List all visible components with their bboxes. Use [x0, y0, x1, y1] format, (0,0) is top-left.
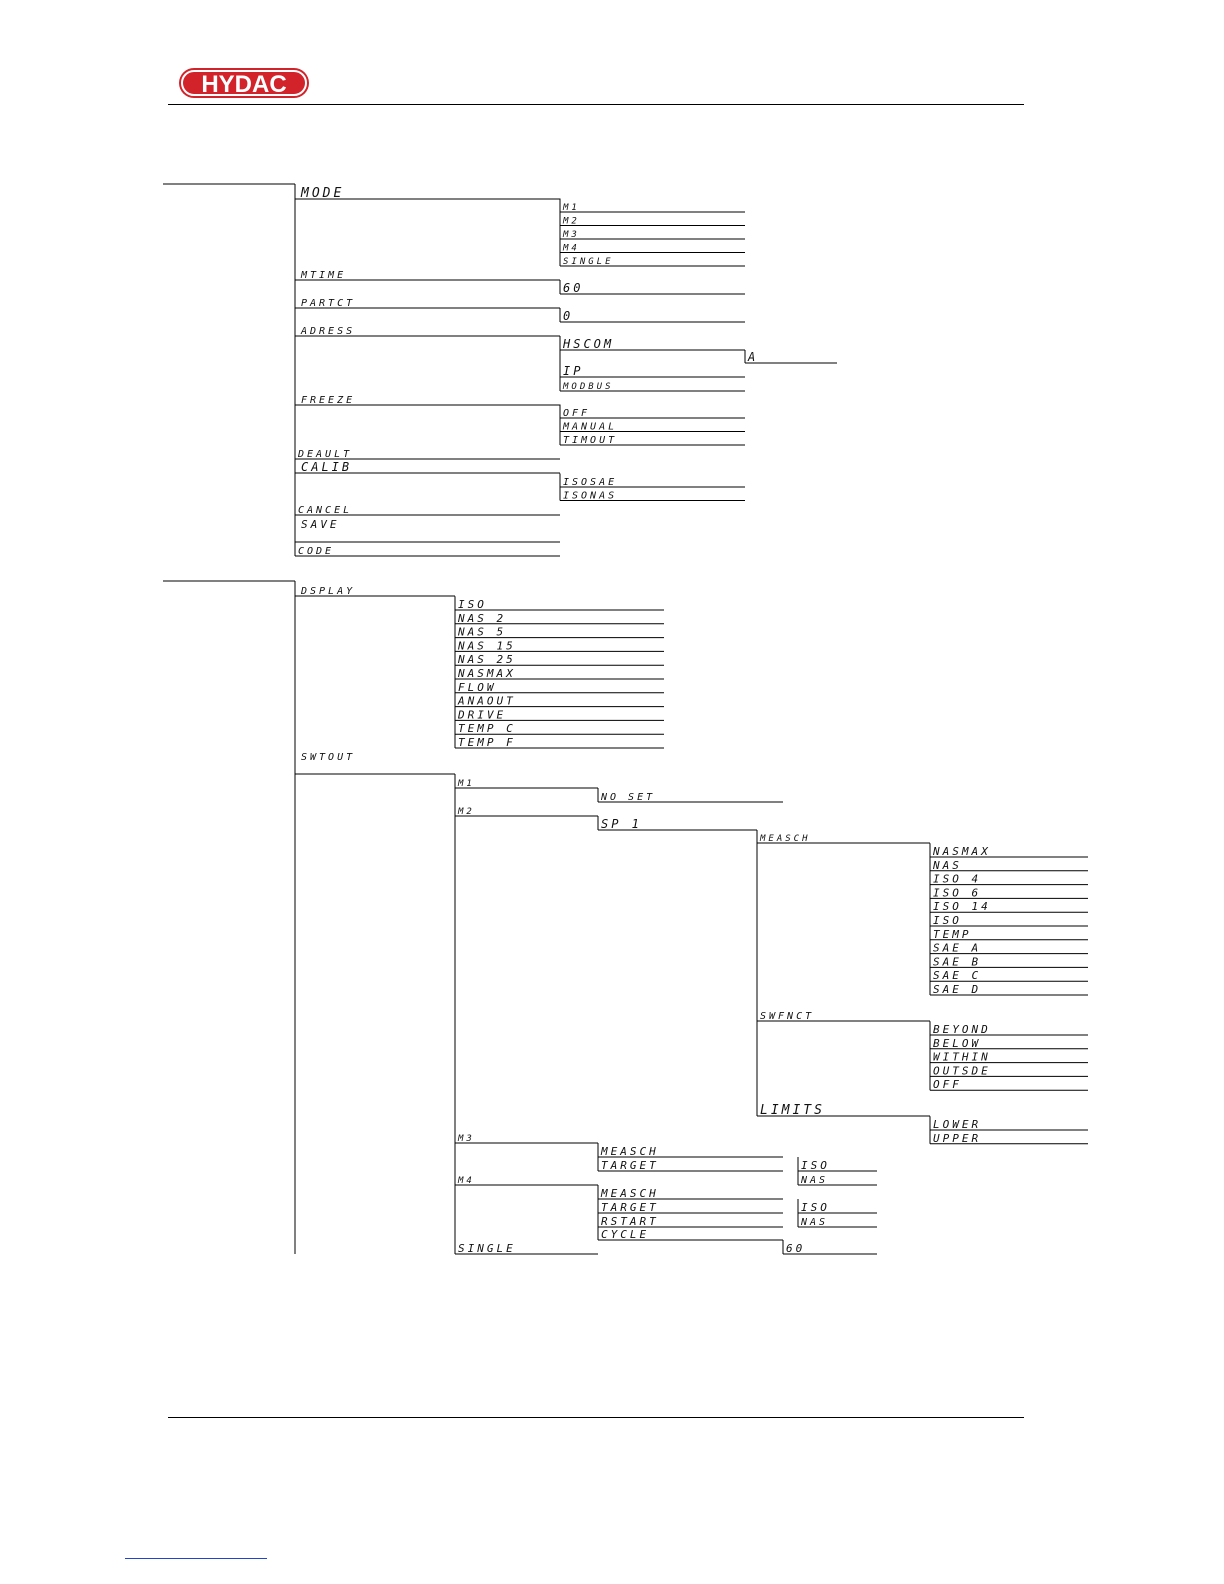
- adress-option-ip: IP: [563, 364, 584, 378]
- m3-target-iso: ISO: [801, 1159, 830, 1172]
- m4-cycle: CYCLE: [601, 1228, 650, 1241]
- dsplay-option-temp-f: TEMP F: [458, 736, 516, 749]
- measch-option-iso-6: ISO 6: [933, 886, 982, 900]
- dsplay-option-nas-15: NAS 15: [458, 639, 516, 653]
- swfnct-option-beyond: BEYOND: [933, 1023, 991, 1036]
- measch-option-sae-c: SAE C: [933, 969, 982, 983]
- dsplay-option-flow: FLOW: [458, 680, 497, 694]
- dsplay-option-nas-25: NAS 25: [458, 653, 516, 667]
- measch-option-sae-b: SAE B: [933, 955, 982, 969]
- m4-cycle-value: 60: [786, 1242, 806, 1255]
- m2-sp1: SP 1: [601, 817, 642, 831]
- menu-item-mode: MODE: [301, 186, 345, 201]
- m3-measch: MEASCH: [601, 1145, 659, 1158]
- menu-item-partct: PARTCT: [301, 298, 356, 309]
- menu-item-adress: ADRESS: [301, 326, 356, 337]
- measch-option-iso-14: ISO 14: [933, 900, 991, 914]
- menu-item-freeze: FREEZE: [301, 395, 356, 406]
- mode-option-single: SINGLE: [563, 257, 614, 267]
- measch-option-iso-4: ISO 4: [933, 872, 982, 886]
- dsplay-option-iso: ISO: [458, 598, 487, 611]
- limits-option-upper: UPPER: [933, 1131, 982, 1145]
- measch-option-nasmax: NASMAX: [933, 845, 991, 858]
- measch-option-temp: TEMP: [933, 927, 972, 941]
- dsplay-option-anaout: ANAOUT: [458, 694, 516, 708]
- dsplay-option-nasmax: NASMAX: [458, 667, 516, 680]
- swfnct-option-outsde: OUTSDE: [933, 1064, 991, 1078]
- hscom-value: A: [748, 350, 759, 364]
- measch-option-nas: NAS: [933, 858, 962, 872]
- adress-option-hscom: HSCOM: [563, 337, 615, 351]
- mode-option-m4: M4: [563, 243, 580, 254]
- menu-item-dsplay: DSPLAY: [301, 586, 356, 597]
- swtout-m1: M1: [458, 779, 475, 789]
- menu-item-code: CODE: [298, 546, 335, 557]
- swtout-m3: M3: [458, 1134, 475, 1144]
- swtout-single: SINGLE: [458, 1242, 516, 1255]
- m2-limits: LIMITS: [760, 1103, 825, 1118]
- mode-option-m3: M3: [563, 230, 580, 240]
- mtime-value: 60: [563, 281, 584, 295]
- swtout-m4: M4: [458, 1176, 475, 1186]
- dsplay-option-nas-2: NAS 2: [458, 611, 507, 625]
- freeze-option-manual: MANUAL: [563, 421, 618, 433]
- m4-target-iso: ISO: [801, 1201, 830, 1214]
- dsplay-option-drive: DRIVE: [458, 708, 507, 722]
- mode-option-m1: M1: [563, 203, 580, 213]
- menu-item-calib: CALIB: [301, 460, 353, 474]
- m1-no-set: NO SET: [601, 792, 656, 803]
- logo-text: HYDAC: [201, 71, 287, 98]
- freeze-option-off: OFF: [563, 408, 591, 419]
- menu-item-deault: DEAULT: [298, 449, 353, 460]
- swfnct-option-within: WITHIN: [933, 1050, 991, 1064]
- adress-option-modbus: MODBUS: [563, 382, 614, 392]
- m4-target-nas: NAS: [801, 1217, 829, 1228]
- dsplay-option-temp-c: TEMP C: [458, 722, 516, 736]
- menu-item-save: SAVE: [301, 518, 340, 531]
- calib-option-isonas: ISONAS: [563, 490, 618, 502]
- dsplay-option-nas-5: NAS 5: [458, 625, 507, 639]
- freeze-option-timout: TIMOUT: [563, 435, 618, 446]
- m2-measch: MEASCH: [760, 834, 811, 844]
- swfnct-option-off: OFF: [933, 1078, 962, 1092]
- swfnct-option-below: BELOW: [933, 1036, 982, 1050]
- m4-measch: MEASCH: [601, 1187, 659, 1200]
- menu-item-cancel: CANCEL: [298, 505, 353, 516]
- mode-option-m2: M2: [563, 216, 580, 227]
- m2-swfnct: SWFNCT: [760, 1011, 815, 1022]
- menu-item-mtime: MTIME: [301, 270, 347, 281]
- partct-value: 0: [563, 309, 574, 323]
- limits-option-lower: LOWER: [933, 1118, 982, 1131]
- m3-target: TARGET: [601, 1159, 659, 1172]
- calib-option-isosae: ISOSAE: [563, 477, 618, 488]
- swtout-m2: M2: [458, 807, 475, 817]
- m4-target: TARGET: [601, 1201, 659, 1214]
- measch-option-iso: ISO: [933, 914, 962, 927]
- m3-target-nas: NAS: [801, 1175, 829, 1186]
- m4-rstart: RSTART: [601, 1215, 659, 1228]
- menu-item-swtout: SWTOUT: [301, 752, 356, 763]
- measch-option-sae-a: SAE A: [933, 941, 982, 955]
- measch-option-sae-d: SAE D: [933, 983, 982, 996]
